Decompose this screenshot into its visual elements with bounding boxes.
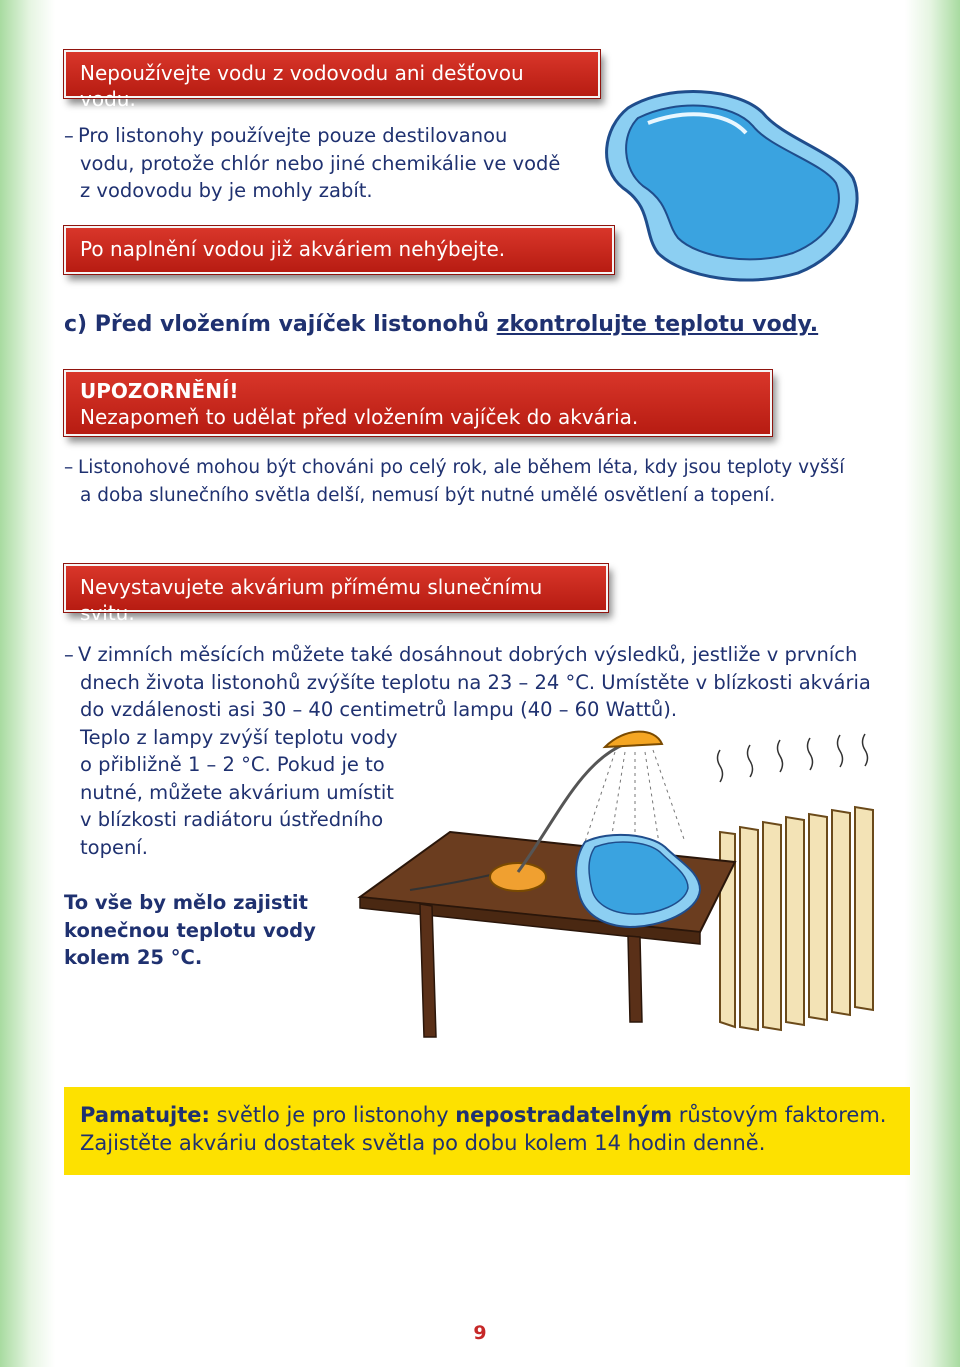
remember-line-2: Zajistěte akváriu dostatek světla po dobu kolem 14 hodin denně. bbox=[80, 1131, 766, 1155]
section-heading-check-temperature bbox=[64, 312, 818, 337]
dash-marker: – bbox=[64, 457, 74, 478]
warning-banner-tap-water bbox=[64, 50, 600, 111]
paragraph-year-round bbox=[64, 454, 914, 509]
heading-underlined: zkontrolujte teplotu vody. bbox=[496, 312, 819, 337]
para3-line-3: do vzdálenosti asi 30 – 40 centimetrů lampu (40 – 60 Wattů). bbox=[80, 698, 678, 721]
banner-text: Nepoužívejte vodu z vodovodu ani dešťovou vodu. bbox=[80, 61, 524, 111]
remember-label: Pamatujte: bbox=[80, 1103, 210, 1127]
para3-line-7: v blízkosti radiátoru ústředního bbox=[80, 808, 384, 831]
dash-marker: – bbox=[64, 643, 74, 666]
para3-line-2: dnech života listonohů zvýšíte teplotu na 23 – 24 °C. Umístěte v blízkosti akvária bbox=[80, 670, 871, 694]
para3-line-5: o přibližně 1 – 2 °C. Pokud je to bbox=[80, 753, 385, 776]
radiator bbox=[720, 807, 873, 1030]
conclusion-line-2: konečnou teplotu vody bbox=[64, 918, 316, 942]
warning-banner-upozorneni bbox=[64, 370, 772, 436]
warning-title: UPOZORNĚNÍ! bbox=[80, 379, 239, 403]
para3-line-4: Teplo z lampy zvýší teplotu vody bbox=[80, 725, 398, 749]
conclusion-text bbox=[64, 889, 316, 972]
remember-text-2: růstovým faktorem. bbox=[672, 1103, 887, 1127]
aquarium-illustration bbox=[598, 78, 868, 288]
para3-line-8: topení. bbox=[80, 835, 148, 859]
para1-line-3: z vodovodu by je mohly zabít. bbox=[80, 179, 373, 202]
warning-banner-sunlight bbox=[64, 564, 608, 625]
heat-waves bbox=[718, 734, 868, 782]
conclusion-line-3: kolem 25 °C. bbox=[64, 946, 203, 969]
remember-box bbox=[64, 1087, 910, 1175]
banner-text: Po naplnění vodou již akváriem nehýbejte. bbox=[80, 237, 506, 261]
para1-line-1: Pro listonohy používejte pouze destilovanou bbox=[78, 124, 508, 147]
para2-line-1: Listonohové mohou být chováni po celý rok, ale během léta, kdy jsou teploty vyšší bbox=[78, 457, 845, 478]
lamp-base bbox=[490, 863, 546, 891]
conclusion-line-1: To vše by mělo zajistit bbox=[64, 891, 308, 914]
para1-line-2: vodu, protože chlór nebo jiné chemikálie ve vodě bbox=[80, 151, 561, 175]
dash-marker: – bbox=[64, 124, 74, 147]
lamp-head bbox=[605, 732, 662, 747]
table-aquarium bbox=[576, 835, 700, 927]
para3-line-1: V zimních měsících můžete také dosáhnout dobrých výsledků, jestliže v prvních bbox=[78, 643, 858, 666]
para2-line-2: a doba slunečního světla delší, nemusí být nutné umělé osvětlení a topení. bbox=[80, 484, 776, 506]
banner-text: Nevystavujete akvárium přímému slunečnímu svitu. bbox=[80, 575, 543, 625]
remember-bold: nepostradatelným bbox=[455, 1103, 673, 1127]
lamp-table-radiator-illustration bbox=[340, 722, 900, 1040]
warning-text: Nezapomeň to udělat před vložením vajíček do akvária. bbox=[80, 405, 639, 429]
para3-line-6: nutné, můžete akvárium umístit bbox=[80, 780, 394, 804]
remember-text-1: světlo je pro listonohy bbox=[209, 1103, 456, 1127]
warning-banner-do-not-move bbox=[64, 226, 614, 274]
page-number: 9 bbox=[473, 1322, 487, 1344]
heading-prefix: c) Před vložením vajíček listonohů bbox=[64, 312, 497, 337]
paragraph-distilled-water bbox=[64, 122, 584, 205]
